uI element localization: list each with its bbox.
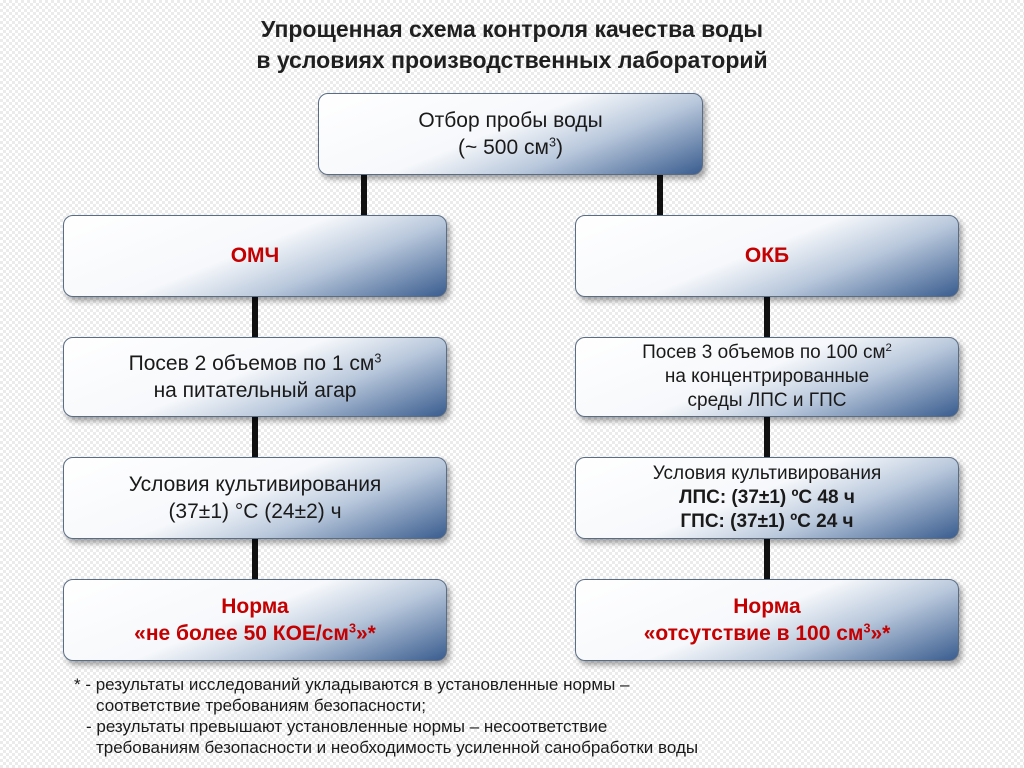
connector-omch-seeding (252, 297, 258, 337)
footnote-line-4: требованиям безопасности и необходимость усиленной санобработки воды (96, 738, 699, 757)
connector-okb-cultivation (764, 417, 770, 457)
title-line-2: в условиях производственных лабораторий (256, 47, 768, 73)
okb-seeding-box (575, 337, 959, 417)
connector-omch-cultivation (252, 417, 258, 457)
footnote-line-2: соответствие требованиям безопасности; (96, 696, 427, 715)
okb-cultivation-line-2: ЛПС: (37±1) ºС 48 ч (679, 487, 855, 508)
omch-cultivation-line-2: (37±1) °С (24±2) ч (168, 500, 342, 523)
connector-sample-okb (657, 175, 663, 215)
omch-header: ОМЧ (230, 244, 280, 267)
okb-header: ОКБ (744, 244, 790, 267)
connector-omch-norm (252, 539, 258, 579)
sample-line-1: Отбор пробы воды (418, 109, 603, 132)
page-title (0, 14, 1024, 76)
okb-seeding-line-1: Посев 3 объемов по 100 $см^2$ (642, 342, 892, 363)
okb-cultivation-box (575, 457, 959, 539)
omch-seeding-box (63, 337, 447, 417)
omch-norm-box (63, 579, 447, 661)
omch-cultivation-box (63, 457, 447, 539)
okb-seeding-line-2: на концентрированные (664, 366, 870, 387)
okb-cultivation-line-1: Условия культивирования (652, 463, 882, 484)
connector-sample-omch (361, 175, 367, 215)
footnote-line-1: * - результаты исследований укладываются в установленные нормы – (74, 675, 630, 694)
okb-header-box (575, 215, 959, 297)
okb-seeding-line-3: среды ЛПС и ГПС (687, 390, 847, 411)
omch-cultivation-line-1: Условия культивирования (128, 473, 382, 496)
okb-cultivation-line-3: ГПС: (37±1) ºС 24 ч (680, 511, 854, 532)
connector-okb-seeding (764, 297, 770, 337)
title-line-1: Упрощенная схема контроля качества воды (261, 16, 763, 42)
sample-line-2: (~ 500 $см^3$) (458, 135, 563, 159)
okb-norm-box (575, 579, 959, 661)
omch-header-box (63, 215, 447, 297)
omch-norm-line-2: «не более 50 КОЕ/$см^3»*$ (134, 621, 376, 645)
okb-norm-line-2: «отсутствие в 100 $см^3»*$ (643, 621, 891, 645)
footnote-line-3: - результаты превышают установленные нормы – несоответствие (86, 717, 608, 736)
omch-norm-line-1: Норма (221, 595, 289, 618)
footnote (74, 674, 974, 758)
connector-okb-norm (764, 539, 770, 579)
sample-box (318, 93, 703, 175)
okb-norm-line-1: Норма (733, 595, 801, 618)
omch-seeding-line-1: Посев 2 объемов по 1 $см^3$ (128, 351, 382, 375)
omch-seeding-line-2: на питательный агар (153, 379, 357, 402)
